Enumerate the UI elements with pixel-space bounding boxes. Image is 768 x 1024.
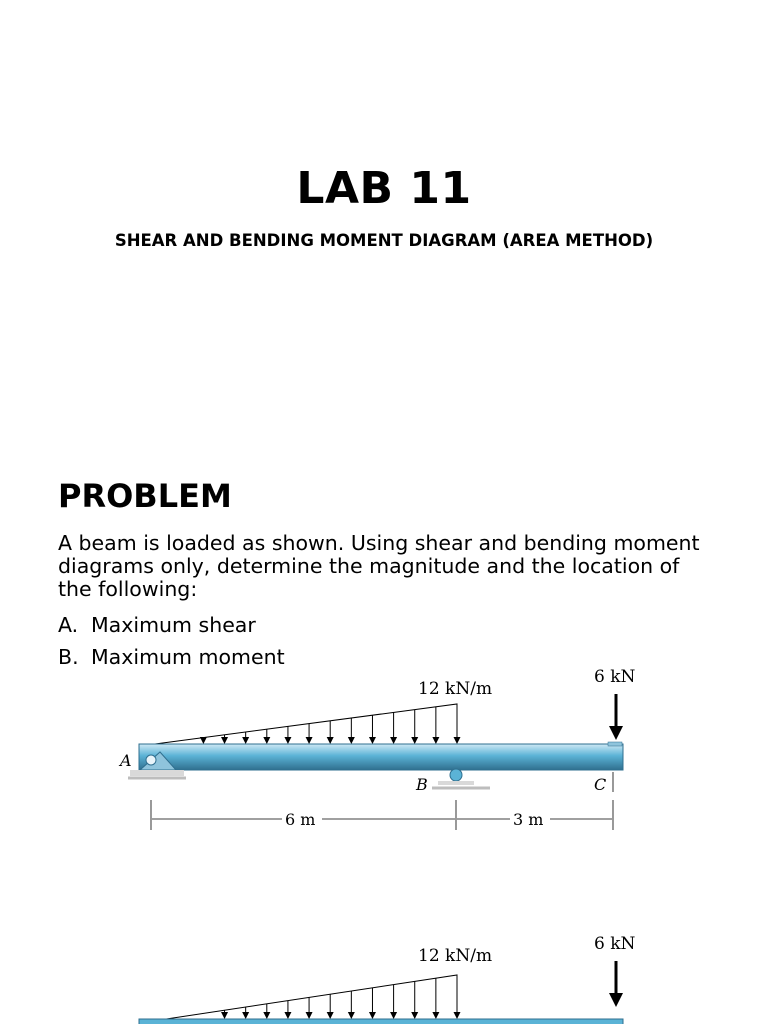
beam-figure-2 — [0, 925, 768, 1024]
load-arrow-head — [306, 737, 313, 744]
load-arrow-head — [263, 1012, 270, 1019]
load-arrow-head — [411, 1012, 418, 1019]
page-title: LAB 11 — [296, 163, 472, 214]
distributed-load-outline — [140, 704, 457, 746]
load-arrow-head — [263, 737, 270, 744]
distributed-load-label: 12 kN/m — [418, 679, 493, 699]
beam-figure — [0, 660, 768, 840]
load-arrow-head — [454, 737, 461, 744]
problem-statement: A beam is loaded as shown. Using shear and bending moment diagrams only, determine the magnitude and the location of the following: — [58, 531, 700, 601]
load-arrow-head — [284, 737, 291, 744]
load-arrow-head — [369, 737, 376, 744]
support-a-label: A — [120, 751, 132, 770]
distributed-load-arrows — [221, 975, 460, 1019]
load-arrow-head — [242, 1012, 249, 1019]
list-item-label: Maximum shear — [91, 613, 256, 637]
load-arrow-head — [200, 737, 207, 744]
load-arrow-head — [221, 737, 228, 744]
load-arrow-head — [348, 737, 355, 744]
page-subtitle: SHEAR AND BENDING MOMENT DIAGRAM (AREA METHOD) — [114, 231, 654, 250]
span-bc-label: 3 m — [513, 810, 544, 829]
list-marker: B. — [58, 645, 79, 669]
load-arrow-head — [348, 1012, 355, 1019]
load-arrow-head — [432, 1012, 439, 1019]
load-arrow-head — [242, 737, 249, 744]
load-arrow-head — [369, 1012, 376, 1019]
load-arrow-head — [390, 1012, 397, 1019]
span-ab-label: 6 m — [285, 810, 316, 829]
problem-heading: PROBLEM — [58, 477, 232, 515]
roller-support-b — [432, 769, 490, 788]
point-load-label: 6 kN — [594, 934, 636, 954]
load-arrow-head — [411, 737, 418, 744]
load-arrow-head — [306, 1012, 313, 1019]
point-load-label: 6 kN — [594, 667, 636, 687]
load-arrow-head — [432, 737, 439, 744]
list-item — [58, 614, 256, 637]
distributed-load-arrows — [200, 704, 461, 744]
load-arrow-head — [454, 1012, 461, 1019]
list-item-label: Maximum moment — [91, 645, 285, 669]
load-arrow-head — [284, 1012, 291, 1019]
beam — [139, 744, 623, 770]
beam — [139, 1019, 623, 1024]
load-arrow-head — [327, 737, 334, 744]
distributed-load-label: 12 kN/m — [418, 946, 493, 966]
list-marker: A. — [58, 613, 79, 637]
load-arrow-head — [390, 737, 397, 744]
point-c-label: C — [594, 775, 607, 794]
load-arrow-head — [327, 1012, 334, 1019]
load-arrow-head — [221, 1012, 228, 1019]
support-b-label: B — [416, 775, 428, 794]
